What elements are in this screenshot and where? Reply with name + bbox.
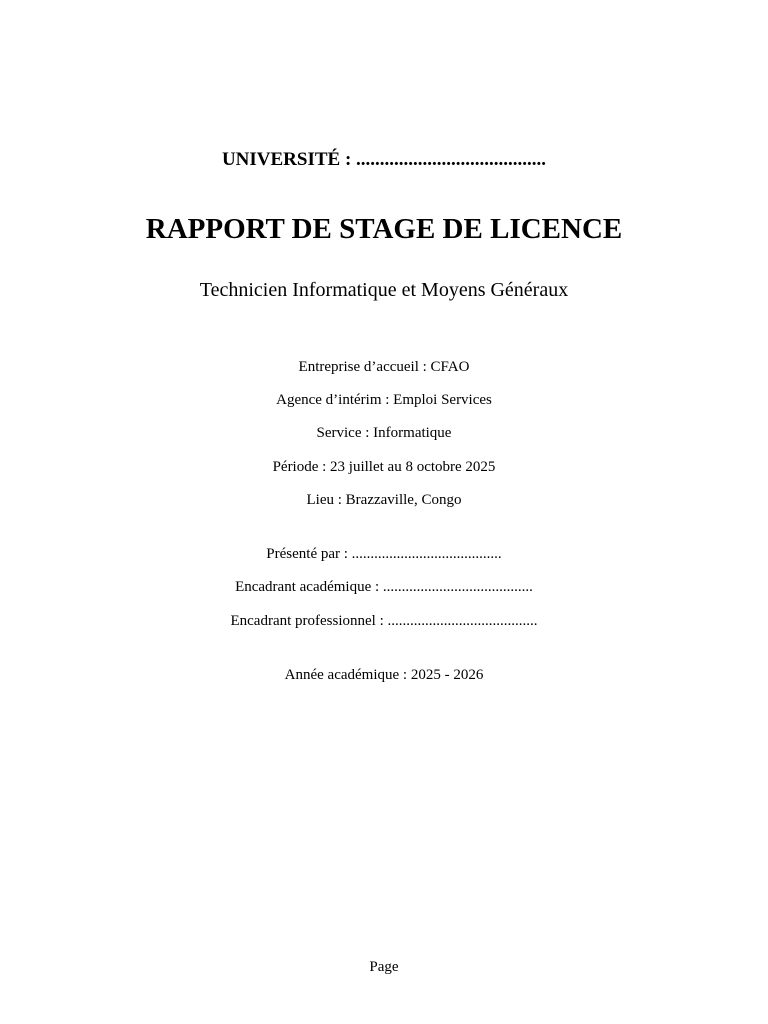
report-subtitle: Technicien Informatique et Moyens Généraux [199, 279, 569, 301]
academic-year-line: Année académique : 2025 - 2026 [284, 667, 484, 683]
professional-supervisor-line: Encadrant professionnel : ........................................ [230, 613, 538, 629]
host-company-line: Entreprise d’accueil : CFAO [298, 359, 470, 375]
university-line: UNIVERSITÉ : ........................................ [221, 149, 547, 170]
period-line: Période : 23 juillet au 8 octobre 2025 [272, 459, 496, 475]
location-line: Lieu : Brazzaville, Congo [306, 492, 462, 508]
page-footer: Page [369, 959, 399, 975]
agency-line: Agence d’intérim : Emploi Services [276, 392, 492, 408]
academic-supervisor-line: Encadrant académique : ........................................ [235, 579, 533, 595]
service-line: Service : Informatique [316, 425, 452, 441]
report-title: RAPPORT DE STAGE DE LICENCE [145, 213, 623, 245]
presented-by-line: Présenté par : ........................................ [266, 546, 502, 562]
